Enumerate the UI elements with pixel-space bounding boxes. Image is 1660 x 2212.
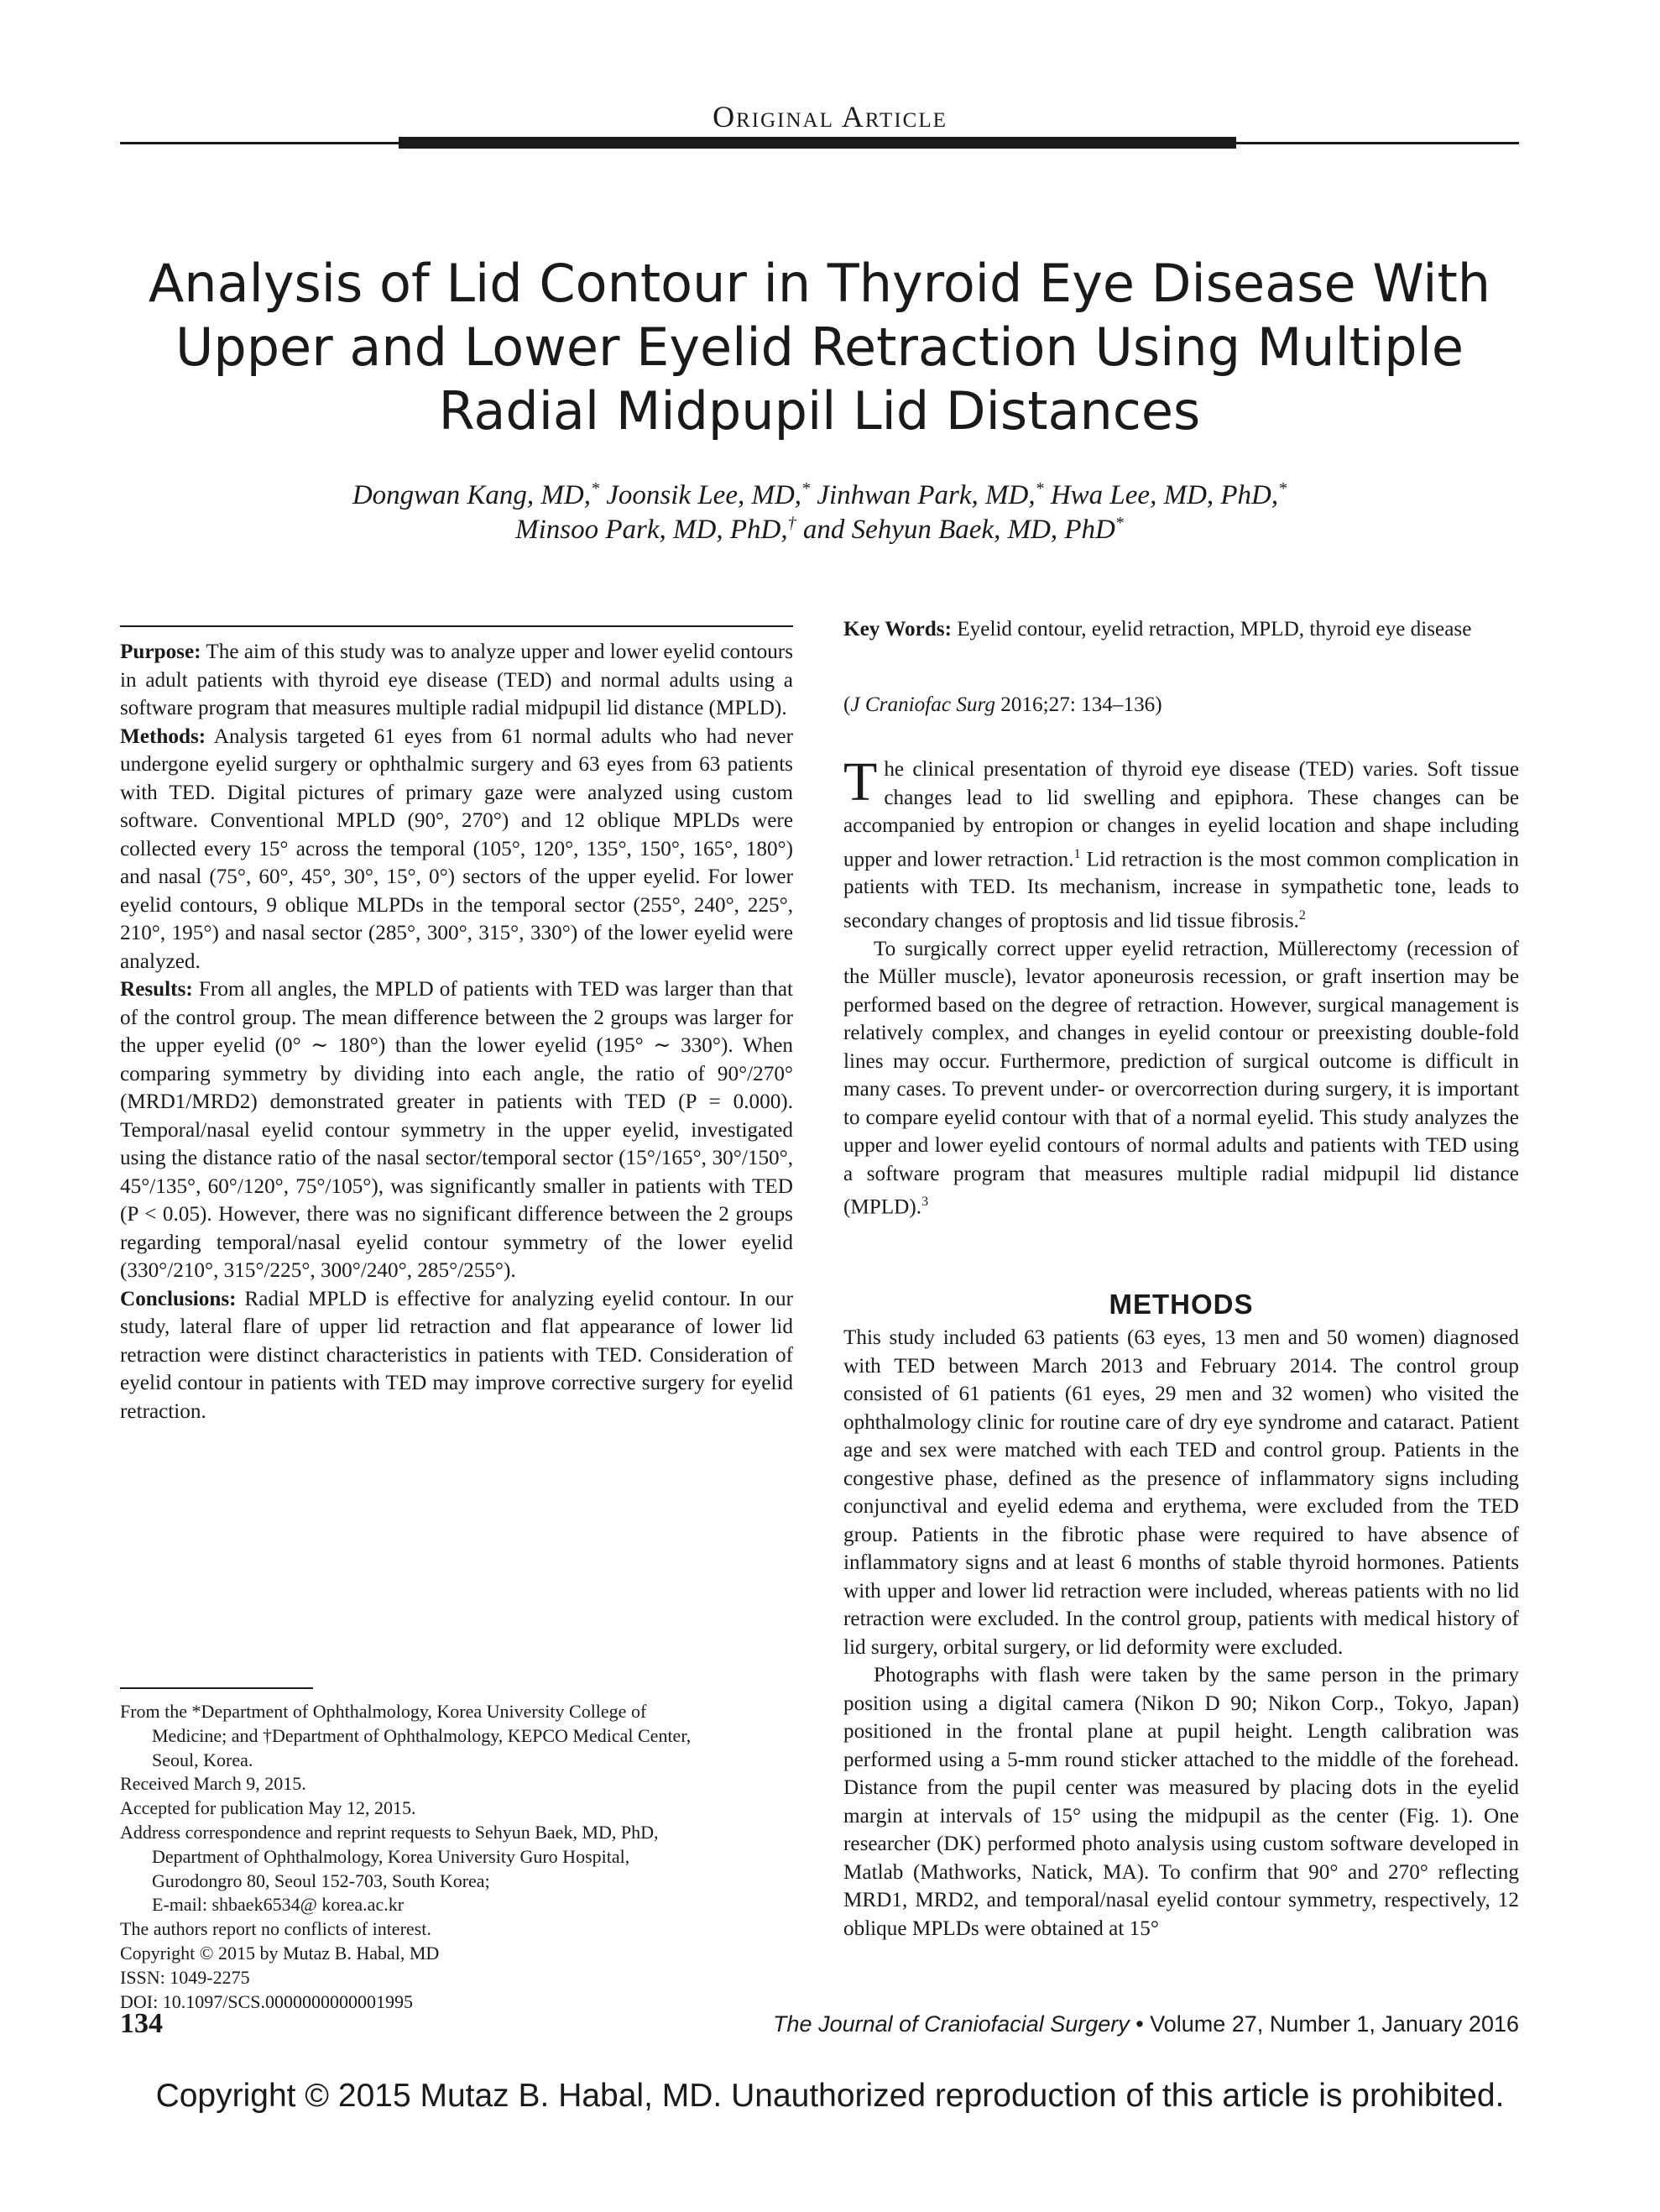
accepted-date: Accepted for publication May 12, 2015. xyxy=(120,1797,416,1819)
keywords xyxy=(843,615,1519,644)
abstract-purpose xyxy=(120,638,793,723)
title-line: Radial Midpupil Lid Distances xyxy=(438,380,1201,442)
methods-paragraph: This study included 63 patients (63 eyes, 13 men and 50 women) diagnosed with TED between March 2013 and February 2014. The control group consisted of 61 patients (61 eyes, 29 men and 32 women) who visited the ophthalmology clinic for routine care of dry eye syndrome and cataract. Patient age and sex were matched with each TED and control group. Patients in the congestive phase, defined as the presence of inflammatory signs including conjunctival and eyelid edema and erythema, were excluded from the TED group. Patients in the fibrotic phase were required to have absence of inflammatory signs and at least 6 months of stable thyroid hormones. Patients with upper and lower lid retraction were included, whereas patients with no lid retraction were excluded. In the control group, patients with medical history of lid surgery, orbital surgery, or lid deformity were excluded. xyxy=(843,1326,1519,1659)
keywords-block xyxy=(843,615,1519,644)
affiliation-mark: * xyxy=(1278,479,1287,498)
intro-text: he clinical presentation of thyroid eye disease (TED) varies. Soft tissue changes lead to lid swelling and epiphora. These changes can be accompanied by entropion or changes in eyelid location and shape including upper and lower retraction. xyxy=(843,758,1519,871)
title-line: Upper and Lower Eyelid Retraction Using Multiple xyxy=(175,316,1464,378)
abstract xyxy=(120,638,793,1425)
conflict-statement: The authors report no conflicts of interest. xyxy=(120,1918,431,1940)
copyright-line: Copyright © 2015 by Mutaz B. Habal, MD xyxy=(120,1942,440,1964)
affiliation-line: From the *Department of Ophthalmology, Korea University College of xyxy=(120,1701,647,1722)
keywords-label: Key Words: xyxy=(843,618,952,641)
affiliation-mark: † xyxy=(787,514,796,532)
intro-text: To surgically correct upper eyelid retraction, Müllerectomy (recession of the Müller muscle), levator aponeurosis recession, or graft insertion may be performed based on the degree of retraction. However, surgical management is relatively complex, and changes in eyelid contour or preexisting double-fold lines may occur. Furthermore, prediction of surgical outcome is difficult in many cases. To prevent under- or overcorrection during surgery, it is important to compare eyelid contour with that of a normal eyelid. This study analyzes the upper and lower eyelid contours of normal adults and patients with TED using a software program that measures multiple radial midpupil lid distance (MPLD). xyxy=(843,937,1519,1219)
abstract-label: Purpose: xyxy=(120,641,201,663)
abstract-text: Analysis targeted 61 eyes from 61 normal adults who had never undergone eyelid surgery or ophthalmic surgery and 63 eyes from 63 patients with TED. Digital pictures of primary gaze were analyzed using custom software. Conventional MPLD (90°, 270°) and 12 oblique MPLDs were collected every 15° across the temporal (105°, 120°, 135°, 150°, 165°, 180°) and nasal (75°, 60°, 45°, 30°, 15°, 0°) sectors of the upper eyelid. For lower eyelid contours, 9 oblique MLPDs in the temporal sector (255°, 240°, 225°, 210°, 195°) and nasal sector (285°, 300°, 315°, 330°) of the lower eyelid were analyzed. xyxy=(120,724,793,973)
correspondence-line: Address correspondence and reprint requests to Sehyun Baek, MD, PhD, xyxy=(120,1821,659,1843)
reference-mark: 3 xyxy=(921,1195,929,1210)
correspondence-line: Department of Ophthalmology, Korea University Guro Hospital, xyxy=(152,1845,630,1867)
abstract-methods xyxy=(120,723,793,976)
author-list xyxy=(120,478,1519,547)
section-label: Original Article xyxy=(713,100,947,133)
methods-body xyxy=(843,1324,1519,1943)
affiliation-mark: * xyxy=(1114,514,1124,532)
drop-cap: T xyxy=(843,751,878,813)
correspondence-line: Gurodongro 80, Seoul 152-703, South Korea; xyxy=(152,1869,490,1891)
page-number: 134 xyxy=(120,2008,163,2039)
correspondence-email: E-mail: shbaek6534@ korea.ac.kr xyxy=(152,1894,405,1916)
abstract-label: Methods: xyxy=(120,724,206,748)
citation-details: 2016;27: 134–136) xyxy=(994,693,1162,716)
author-name: Hwa Lee, MD, PhD, xyxy=(1050,480,1279,510)
author-name: and Sehyun Baek, MD, PhD xyxy=(802,515,1115,545)
affiliation-line: Seoul, Korea. xyxy=(152,1749,253,1770)
issn: ISSN: 1049-2275 xyxy=(120,1966,250,1988)
affiliation-line: Medicine; and †Department of Ophthalmology, KEPCO Medical Center, xyxy=(152,1724,692,1746)
citation xyxy=(843,691,1519,719)
keywords-text: Eyelid contour, eyelid retraction, MPLD, thyroid eye disease xyxy=(957,618,1472,641)
author-name: Minsoo Park, MD, PhD, xyxy=(515,515,788,545)
affiliation-mark: * xyxy=(1035,479,1044,498)
issue-info: • Volume 27, Number 1, January 2016 xyxy=(1129,2011,1519,2037)
citation-line: (J Craniofac Surg 2016;27: 134–136) xyxy=(843,693,1162,716)
intro-paragraph xyxy=(843,935,1519,1221)
author-name: Jinhwan Park, MD, xyxy=(817,480,1036,510)
abstract-label: Results: xyxy=(120,978,193,1001)
section-heading-methods: METHODS xyxy=(1109,1289,1254,1320)
methods-paragraph: Photographs with flash were taken by the same person in the primary position using a digital camera (Nikon D 90; Nikon Corp., Tokyo, Japan) positioned in the frontal plane at pupil height. Length calibration was performed using a 5-mm round sticker attached to the middle of the forehead. Distance from the pupil center was measured by placing dots in the eyelid margin at intervals of 15° using the midpupil as the center (Fig. 1). One researcher (DK) performed photo analysis using custom software developed in Matlab (Mathworks, Natick, MA). To confirm that 90° and 270° reflecting MRD1, MRD2, and temporal/nasal eyelid contour symmetry, respectively, 12 oblique MPLDs were obtained at 15° xyxy=(843,1664,1519,1940)
abstract-text: The aim of this study was to analyze upper and lower eyelid contours in adult patients with thyroid eye disease (TED) and normal adults using a software program that measures multiple radial midpupil lid distance (MPLD). xyxy=(120,641,793,719)
abstract-text: Radial MPLD is effective for analyzing eyelid contour. In our study, lateral flare of upper lid retraction and flat appearance of lower lid retraction were distinct characteristics in patients with TED. Consideration of eyelid contour in patients with TED may improve corrective surgery for eyelid retraction. xyxy=(120,1287,793,1423)
author-name: Dongwan Kang, MD, xyxy=(352,480,592,510)
abstract-conclusions xyxy=(120,1285,793,1426)
abstract-text: From all angles, the MPLD of patients with TED was larger than that of the control group. The mean difference between the 2 groups was larger for the upper eyelid (0° ∼ 180°) than the lower eyelid (195° ∼ 330°). When comparing symmetry by dividing into each angle, the ratio of 90°/270° (MRD1/MRD2) demonstrated greater in patients with TED (P = 0.000). Temporal/nasal eyelid contour symmetry in the upper eyelid, investigated using the distance ratio of the nasal sector/temporal sector (15°/165°, 30°/150°, 45°/135°, 60°/120°, 75°/105°), was significantly smaller in patients with TED (P < 0.05). However, there was no significant difference between the 2 groups regarding temporal/nasal eyelid contour symmetry of the lower eyelid (330°/210°, 315°/225°, 300°/240°, 285°/255°). xyxy=(120,978,793,1282)
reference-mark: 1 xyxy=(1073,846,1081,861)
reference-mark: 2 xyxy=(1298,907,1306,923)
footnote-rule xyxy=(120,1687,313,1689)
affiliation-mark: * xyxy=(801,479,811,498)
journal-name: The Journal of Craniofacial Surgery xyxy=(773,2011,1130,2037)
abstract-results xyxy=(120,975,793,1285)
citation-journal: J Craniofac Surg xyxy=(850,693,995,716)
journal-footer xyxy=(773,2011,1519,2037)
author-line xyxy=(120,513,1519,547)
affiliation-mark: * xyxy=(591,479,600,498)
received-date: Received March 9, 2015. xyxy=(120,1773,306,1795)
author-line xyxy=(120,478,1519,513)
author-name: Joonsik Lee, MD, xyxy=(606,480,802,510)
abstract-rule xyxy=(120,625,793,627)
header-rule-accent xyxy=(399,137,1236,149)
copyright-banner: Copyright © 2015 Mutaz B. Habal, MD. Unauthorized reproduction of this article is prohibited. xyxy=(155,2078,1505,2114)
intro-paragraph xyxy=(843,751,1520,935)
abstract-label: Conclusions: xyxy=(120,1287,237,1310)
introduction xyxy=(843,751,1520,1221)
intro-text: Lid retraction is the most common complication in patients with TED. Its mechanism, increase in sympathetic tone, leads to secondary changes of proptosis and lid tissue fibrosis. xyxy=(843,847,1520,933)
article-title xyxy=(120,252,1519,443)
footnotes xyxy=(120,1700,793,2014)
doi: DOI: 10.1097/SCS.0000000000001995 xyxy=(120,1990,413,2012)
title-line: Analysis of Lid Contour in Thyroid Eye Disease With xyxy=(148,253,1491,314)
